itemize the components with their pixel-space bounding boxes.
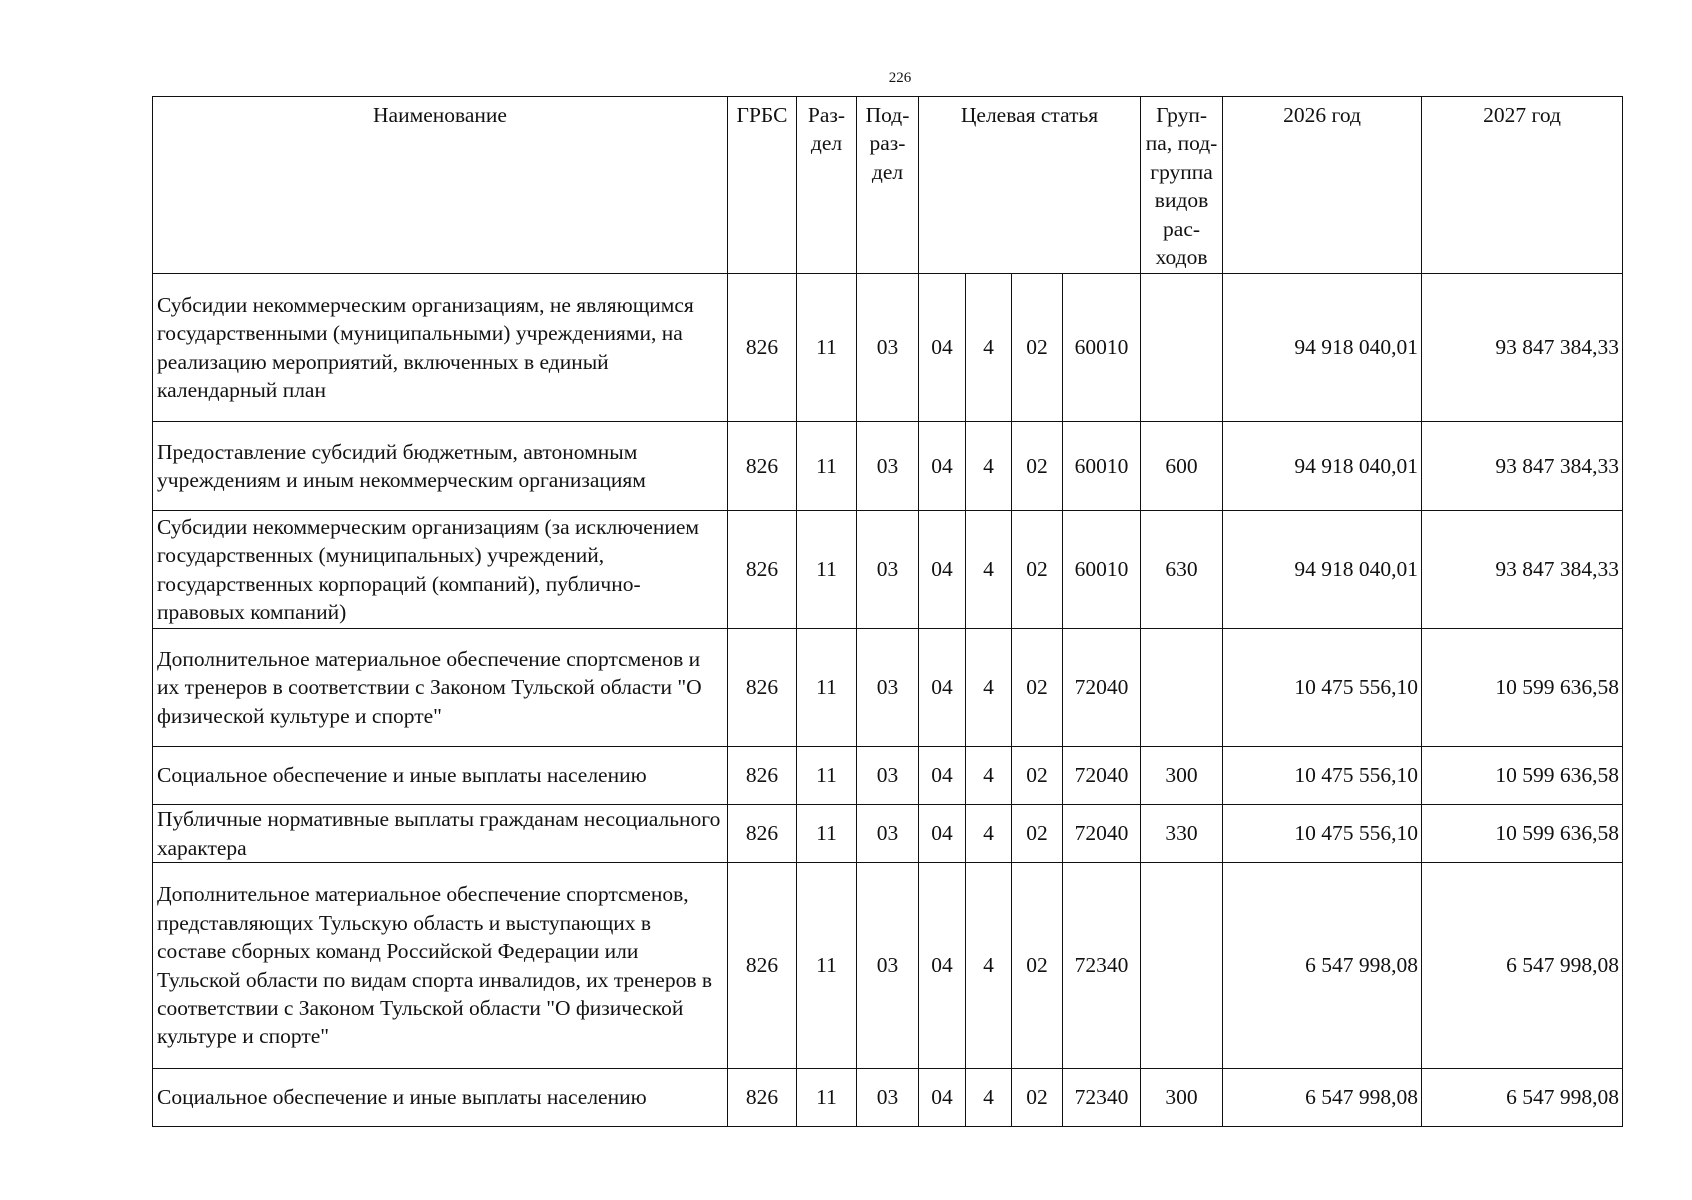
row-expense-group: 300 xyxy=(1141,1069,1223,1127)
row-podrazdel: 03 xyxy=(857,863,919,1069)
row-podrazdel: 03 xyxy=(857,422,919,511)
row-podrazdel: 03 xyxy=(857,629,919,747)
row-target-type: 4 xyxy=(966,422,1012,511)
header-razdel: Раз- дел xyxy=(797,97,857,274)
row-target-direction: 72340 xyxy=(1063,1069,1141,1127)
row-amount-2027: 93 847 384,33 xyxy=(1422,274,1623,422)
table-row xyxy=(153,511,1623,629)
row-amount-2027: 10 599 636,58 xyxy=(1422,747,1623,805)
row-name: Субсидии некоммерческим организациям (за исключением государственных (муниципальных) учреждений, государственных корпораций (компаний), публично-правовых компаний) xyxy=(153,511,728,629)
row-target-subprogram: 02 xyxy=(1012,747,1063,805)
row-amount-2026: 10 475 556,10 xyxy=(1223,747,1422,805)
table-body xyxy=(153,274,1623,1127)
header-grbs: ГРБС xyxy=(728,97,797,274)
row-target-type: 4 xyxy=(966,1069,1012,1127)
table-row xyxy=(153,1069,1623,1127)
table-row xyxy=(153,629,1623,747)
row-target-direction: 72040 xyxy=(1063,747,1141,805)
budget-table xyxy=(152,96,1623,1127)
row-podrazdel: 03 xyxy=(857,1069,919,1127)
row-name: Субсидии некоммерческим организациям, не являющимся государственными (муниципальными) учреждениями, на реализацию мероприятий, включенных в единый календарный план xyxy=(153,274,728,422)
row-target-program: 04 xyxy=(919,1069,966,1127)
row-target-direction: 60010 xyxy=(1063,511,1141,629)
row-target-subprogram: 02 xyxy=(1012,805,1063,863)
row-target-program: 04 xyxy=(919,422,966,511)
row-target-type: 4 xyxy=(966,863,1012,1069)
row-amount-2027: 93 847 384,33 xyxy=(1422,422,1623,511)
row-target-subprogram: 02 xyxy=(1012,274,1063,422)
row-target-program: 04 xyxy=(919,274,966,422)
row-amount-2026: 6 547 998,08 xyxy=(1223,863,1422,1069)
table-row xyxy=(153,805,1623,863)
row-expense-group: 630 xyxy=(1141,511,1223,629)
row-target-type: 4 xyxy=(966,629,1012,747)
row-target-subprogram: 02 xyxy=(1012,629,1063,747)
row-target-type: 4 xyxy=(966,511,1012,629)
row-target-program: 04 xyxy=(919,629,966,747)
row-amount-2027: 93 847 384,33 xyxy=(1422,511,1623,629)
row-expense-group xyxy=(1141,863,1223,1069)
row-target-direction: 60010 xyxy=(1063,422,1141,511)
row-expense-group: 330 xyxy=(1141,805,1223,863)
row-name: Дополнительное материальное обеспечение спортсменов, представляющих Тульскую область и выступающих в составе сборных команд Российской Федерации или Тульской области по видам спорта инвалидов, их тренеров в соответствии с Законом Тульской области "О физической культуре и спорте" xyxy=(153,863,728,1069)
row-amount-2026: 94 918 040,01 xyxy=(1223,274,1422,422)
row-target-program: 04 xyxy=(919,511,966,629)
row-grbs: 826 xyxy=(728,274,797,422)
row-grbs: 826 xyxy=(728,863,797,1069)
row-amount-2026: 94 918 040,01 xyxy=(1223,511,1422,629)
row-amount-2027: 6 547 998,08 xyxy=(1422,863,1623,1069)
row-target-program: 04 xyxy=(919,805,966,863)
row-razdel: 11 xyxy=(797,274,857,422)
row-target-direction: 72040 xyxy=(1063,805,1141,863)
row-podrazdel: 03 xyxy=(857,274,919,422)
row-target-program: 04 xyxy=(919,863,966,1069)
row-target-type: 4 xyxy=(966,274,1012,422)
header-target-article: Целевая статья xyxy=(919,97,1141,274)
row-razdel: 11 xyxy=(797,863,857,1069)
row-target-subprogram: 02 xyxy=(1012,863,1063,1069)
header-year-2026: 2026 год xyxy=(1223,97,1422,274)
row-target-subprogram: 02 xyxy=(1012,422,1063,511)
row-target-subprogram: 02 xyxy=(1012,1069,1063,1127)
row-expense-group xyxy=(1141,274,1223,422)
row-grbs: 826 xyxy=(728,1069,797,1127)
row-amount-2026: 10 475 556,10 xyxy=(1223,805,1422,863)
row-expense-group xyxy=(1141,629,1223,747)
row-name: Публичные нормативные выплаты гражданам несоциального характера xyxy=(153,805,728,863)
page-number: 226 xyxy=(888,70,912,86)
row-podrazdel: 03 xyxy=(857,747,919,805)
row-target-direction: 60010 xyxy=(1063,274,1141,422)
row-podrazdel: 03 xyxy=(857,805,919,863)
table-row xyxy=(153,422,1623,511)
table-row xyxy=(153,863,1623,1069)
row-grbs: 826 xyxy=(728,805,797,863)
row-name: Дополнительное материальное обеспечение спортсменов и их тренеров в соответствии с Законом Тульской области "О физической культуре и спорте" xyxy=(153,629,728,747)
header-podrazdel: Под- раз- дел xyxy=(857,97,919,274)
row-name: Предоставление субсидий бюджетным, автономным учреждениям и иным некоммерческим организациям xyxy=(153,422,728,511)
row-grbs: 826 xyxy=(728,629,797,747)
row-grbs: 826 xyxy=(728,747,797,805)
row-target-direction: 72040 xyxy=(1063,629,1141,747)
row-expense-group: 600 xyxy=(1141,422,1223,511)
row-razdel: 11 xyxy=(797,511,857,629)
row-target-subprogram: 02 xyxy=(1012,511,1063,629)
row-target-program: 04 xyxy=(919,747,966,805)
row-expense-group: 300 xyxy=(1141,747,1223,805)
row-target-direction: 72340 xyxy=(1063,863,1141,1069)
row-podrazdel: 03 xyxy=(857,511,919,629)
row-target-type: 4 xyxy=(966,805,1012,863)
row-amount-2026: 6 547 998,08 xyxy=(1223,1069,1422,1127)
row-razdel: 11 xyxy=(797,747,857,805)
row-amount-2027: 10 599 636,58 xyxy=(1422,805,1623,863)
row-amount-2026: 94 918 040,01 xyxy=(1223,422,1422,511)
row-razdel: 11 xyxy=(797,629,857,747)
row-grbs: 826 xyxy=(728,511,797,629)
table-header-row xyxy=(153,97,1623,274)
header-expense-group: Груп- па, под- группа видов рас- ходов xyxy=(1141,97,1223,274)
row-amount-2027: 6 547 998,08 xyxy=(1422,1069,1623,1127)
row-amount-2027: 10 599 636,58 xyxy=(1422,629,1623,747)
header-name: Наименование xyxy=(153,97,728,274)
row-razdel: 11 xyxy=(797,805,857,863)
row-razdel: 11 xyxy=(797,422,857,511)
row-grbs: 826 xyxy=(728,422,797,511)
table-row xyxy=(153,274,1623,422)
row-name: Социальное обеспечение и иные выплаты населению xyxy=(153,747,728,805)
row-amount-2026: 10 475 556,10 xyxy=(1223,629,1422,747)
header-year-2027: 2027 год xyxy=(1422,97,1623,274)
table-row xyxy=(153,747,1623,805)
row-name: Социальное обеспечение и иные выплаты населению xyxy=(153,1069,728,1127)
row-razdel: 11 xyxy=(797,1069,857,1127)
row-target-type: 4 xyxy=(966,747,1012,805)
